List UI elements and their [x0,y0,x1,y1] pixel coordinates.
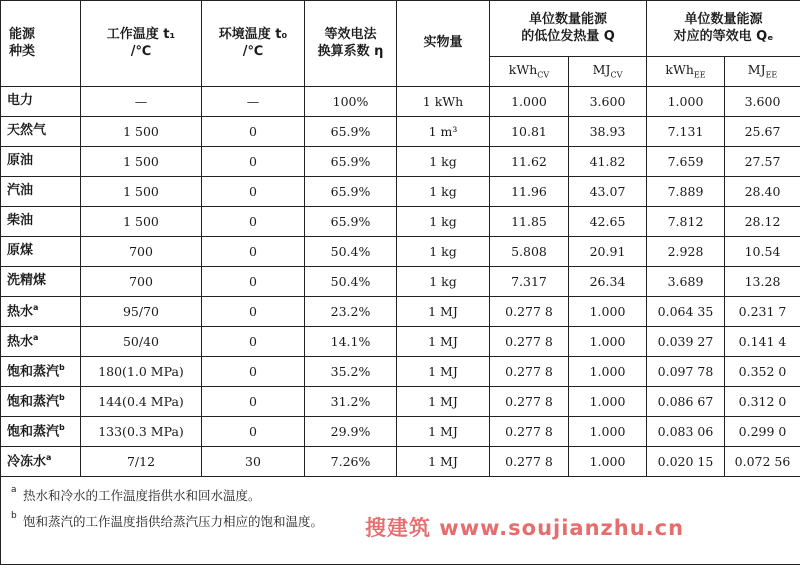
cell-working-temp: 50/40 [81,327,202,357]
cell-mj-ee: 27.57 [725,147,800,177]
cell-eta: 50.4% [305,267,397,297]
cell-ambient-temp: 0 [202,177,305,207]
subheader-mj-cv: $MJ_{CV}$ [569,57,647,87]
cell-energy-type [1,117,81,147]
energy-name: 热水 [7,334,33,349]
cell-energy-type [1,147,81,177]
cell-quantity: 1 MJ [397,417,490,447]
cell-kwh-cv: 11.85 [490,207,569,237]
cell-energy-type [1,327,81,357]
cell-kwh-ee: 0.083 06 [647,417,725,447]
cell-eta: 31.2% [305,387,397,417]
cell-kwh-ee: 0.097 78 [647,357,725,387]
cell-quantity: 1 kg [397,267,490,297]
cell-eta: 35.2% [305,357,397,387]
cell-mj-cv: 1.000 [569,387,647,417]
cell-ambient-temp: 0 [202,207,305,237]
cell-mj-cv: 20.91 [569,237,647,267]
cell-mj-ee: 0.299 0 [725,417,800,447]
cell-energy-type [1,357,81,387]
table-row [1,297,800,327]
cell-eta: 14.1% [305,327,397,357]
cell-working-temp: 7/12 [81,447,202,477]
header-working-temp: 工作温度 t₁ /℃ [81,1,202,87]
table-row [1,87,800,117]
cell-working-temp: 700 [81,237,202,267]
cell-working-temp: 95/70 [81,297,202,327]
cell-energy-type [1,207,81,237]
cell-kwh-cv: 0.277 8 [490,417,569,447]
cell-ambient-temp: 30 [202,447,305,477]
energy-name: 原煤 [7,243,33,258]
header-eta: 等效电法 换算系数 η [305,1,397,87]
cell-kwh-cv: 0.277 8 [490,387,569,417]
cell-ambient-temp: 0 [202,117,305,147]
cell-working-temp: 1 500 [81,177,202,207]
cell-working-temp: 1 500 [81,147,202,177]
cell-eta: 65.9% [305,177,397,207]
cell-quantity: 1 m³ [397,117,490,147]
cell-working-temp: 700 [81,267,202,297]
cell-quantity: 1 kg [397,207,490,237]
cell-kwh-ee: 7.131 [647,117,725,147]
cell-mj-ee: 0.141 4 [725,327,800,357]
cell-mj-ee: 10.54 [725,237,800,267]
cell-working-temp: 180(1.0 MPa) [81,357,202,387]
cell-working-temp: 133(0.3 MPa) [81,417,202,447]
table-row [1,147,800,177]
cell-mj-ee: 0.312 0 [725,387,800,417]
cell-energy-type [1,417,81,447]
energy-name: 原油 [7,153,33,168]
cell-kwh-ee: 7.659 [647,147,725,177]
cell-working-temp: 1 500 [81,117,202,147]
footnote-mark: b [59,423,65,432]
energy-name: 饱和蒸汽 [7,424,59,439]
cell-mj-cv: 1.000 [569,357,647,387]
energy-name: 冷冻水 [7,454,46,469]
cell-mj-cv: 1.000 [569,297,647,327]
cell-ambient-temp: 0 [202,237,305,267]
energy-name: 天然气 [7,123,46,138]
cell-kwh-ee: 1.000 [647,87,725,117]
footnote-mark: b [59,393,65,402]
cell-working-temp: 144(0.4 MPa) [81,387,202,417]
table-row [1,267,800,297]
table-body [1,87,800,477]
cell-eta: 65.9% [305,207,397,237]
cell-quantity: 1 kg [397,177,490,207]
cell-mj-cv: 26.34 [569,267,647,297]
cell-quantity: 1 MJ [397,447,490,477]
header-ambient-temp: 环境温度 t₀ /℃ [202,1,305,87]
cell-mj-cv: 1.000 [569,327,647,357]
cell-mj-ee: 25.67 [725,117,800,147]
cell-quantity: 1 MJ [397,357,490,387]
cell-energy-type [1,267,81,297]
energy-name: 热水 [7,304,33,319]
cell-kwh-ee: 7.812 [647,207,725,237]
watermark: 搜建筑 www.soujianzhu.cn [365,512,684,542]
cell-mj-ee: 0.231 7 [725,297,800,327]
footnote-mark: a [33,303,38,312]
table-row [1,117,800,147]
cell-kwh-cv: 0.277 8 [490,327,569,357]
cell-energy-type [1,387,81,417]
cell-eta: 29.9% [305,417,397,447]
header-heating-value: 单位数量能源 的低位发热量 Q [490,1,647,57]
table-row [1,177,800,207]
cell-quantity: 1 kg [397,147,490,177]
cell-energy-type [1,87,81,117]
energy-name: 电力 [7,93,33,108]
cell-mj-cv: 1.000 [569,447,647,477]
cell-energy-type [1,237,81,267]
cell-eta: 100% [305,87,397,117]
cell-eta: 23.2% [305,297,397,327]
table-row [1,327,800,357]
cell-kwh-cv: 7.317 [490,267,569,297]
cell-mj-cv: 38.93 [569,117,647,147]
cell-energy-type [1,177,81,207]
cell-mj-cv: 43.07 [569,177,647,207]
footnote-mark: b [59,363,65,372]
cell-mj-ee: 13.28 [725,267,800,297]
cell-ambient-temp: 0 [202,357,305,387]
cell-ambient-temp: 0 [202,267,305,297]
energy-name: 饱和蒸汽 [7,364,59,379]
cell-mj-cv: 41.82 [569,147,647,177]
cell-kwh-cv: 0.277 8 [490,297,569,327]
cell-mj-cv: 42.65 [569,207,647,237]
note-a-text: 热水和冷水的工作温度指供水和回水温度。 [23,488,261,503]
subheader-kwh-ee: kWh$_{EE}$ [647,57,725,87]
table-row [1,447,800,477]
cell-kwh-cv: 0.277 8 [490,357,569,387]
cell-kwh-ee: 7.889 [647,177,725,207]
energy-name: 汽油 [7,183,33,198]
energy-name: 柴油 [7,213,33,228]
header-quantity: 实物量 [397,1,490,87]
cell-ambient-temp: — [202,87,305,117]
cell-ambient-temp: 0 [202,417,305,447]
note-b-mark: b [11,503,17,529]
table-row [1,207,800,237]
cell-quantity: 1 kg [397,237,490,267]
cell-kwh-cv: 1.000 [490,87,569,117]
cell-kwh-ee: 0.064 35 [647,297,725,327]
cell-mj-cv: 1.000 [569,417,647,447]
cell-ambient-temp: 0 [202,297,305,327]
cell-eta: 65.9% [305,147,397,177]
cell-mj-cv: 3.600 [569,87,647,117]
cell-kwh-ee: 3.689 [647,267,725,297]
subheader-mj-ee: $MJ_{EE}$ [725,57,800,87]
cell-ambient-temp: 0 [202,327,305,357]
cell-kwh-ee: 0.086 67 [647,387,725,417]
cell-eta: 7.26% [305,447,397,477]
note-a [23,483,792,509]
cell-kwh-cv: 11.96 [490,177,569,207]
subheader-kwh-cv: kWh$_{CV}$ [490,57,569,87]
cell-eta: 50.4% [305,237,397,267]
cell-quantity: 1 kWh [397,87,490,117]
cell-mj-ee: 3.600 [725,87,800,117]
header-equivalent-electricity: 单位数量能源 对应的等效电 Qₑ [647,1,800,57]
cell-ambient-temp: 0 [202,387,305,417]
cell-energy-type [1,297,81,327]
header-energy-type: 能源 种类 [1,1,81,87]
cell-kwh-cv: 11.62 [490,147,569,177]
cell-mj-ee: 0.072 56 [725,447,800,477]
cell-kwh-cv: 10.81 [490,117,569,147]
cell-kwh-ee: 0.039 27 [647,327,725,357]
footnote-mark: a [46,453,51,462]
cell-mj-ee: 0.352 0 [725,357,800,387]
table-row [1,237,800,267]
cell-kwh-ee: 0.020 15 [647,447,725,477]
note-b-text: 饱和蒸汽的工作温度指供给蒸汽压力相应的饱和温度。 [23,514,323,529]
energy-name: 洗精煤 [7,273,46,288]
cell-quantity: 1 MJ [397,387,490,417]
cell-mj-ee: 28.12 [725,207,800,237]
table-row [1,417,800,447]
cell-ambient-temp: 0 [202,147,305,177]
cell-kwh-cv: 0.277 8 [490,447,569,477]
cell-working-temp: 1 500 [81,207,202,237]
table-row [1,387,800,417]
cell-mj-ee: 28.40 [725,177,800,207]
cell-kwh-ee: 2.928 [647,237,725,267]
note-a-mark: a [11,477,17,503]
cell-quantity: 1 MJ [397,297,490,327]
cell-quantity: 1 MJ [397,327,490,357]
cell-eta: 65.9% [305,117,397,147]
cell-kwh-cv: 5.808 [490,237,569,267]
table-row [1,357,800,387]
energy-name: 饱和蒸汽 [7,394,59,409]
cell-working-temp: — [81,87,202,117]
footnote-mark: a [33,333,38,342]
cell-energy-type [1,447,81,477]
